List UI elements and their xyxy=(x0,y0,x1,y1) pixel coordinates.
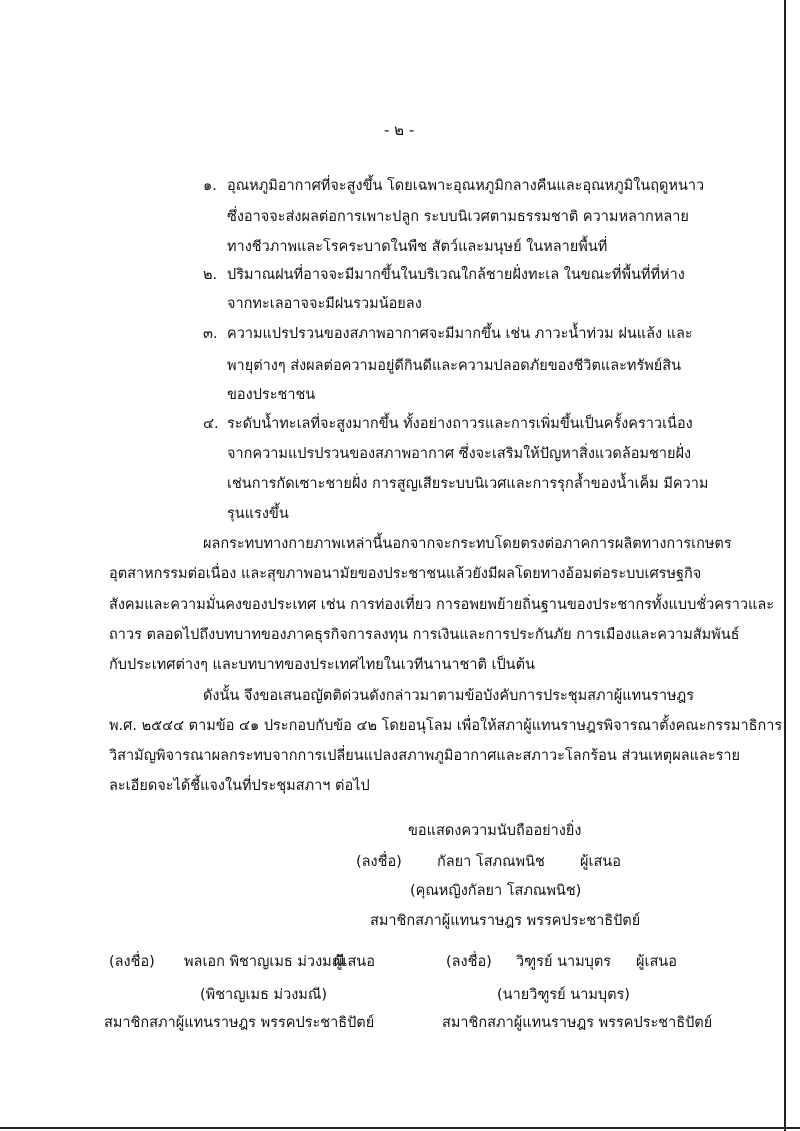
list-text: ความแปรปรวนของสภาพอากาศจะมีมากขึ้น เช่น ภาวะน้ำท่วม ฝนแล้ง และ xyxy=(227,326,693,342)
paragraph-line: กับประเทศต่างๆ และบทบาทของประเทศไทยในเวทีนานาชาติ เป็นต้น xyxy=(109,657,535,673)
list-item-1 xyxy=(203,176,704,196)
paragraph-line: ถาวร ตลอดไปถึงบทบาทของภาคธุรกิจการลงทุน การเงินและการประกันภัย การเมืองและความสัมพันธ์ xyxy=(109,627,740,643)
page-number: - ๒ - xyxy=(384,121,415,139)
paragraph-line: ผลกระทบทางกายภาพเหล่านี้นอกจากจะกระทบโดยตรงต่อภาคการผลิตทางการเกษตร xyxy=(203,536,732,552)
signer-full-name: (นายวิฑูรย์ นามบุตร) xyxy=(497,987,630,1003)
list-item-3 xyxy=(203,324,693,344)
list-number: ๒. xyxy=(203,267,218,283)
signer-role: ผู้เสนอ xyxy=(334,954,375,970)
list-text: เช่นการกัดเซาะชายฝั่ง การสูญเสียระบบนิเวศและการรุกล้ำของน้ำเค็ม มีความ xyxy=(227,476,709,492)
paragraph-line: ละเอียดจะได้ชี้แจงในที่ประชุมสภาฯ ต่อไป xyxy=(109,778,370,794)
signature-label: (ลงชื่อ) xyxy=(356,854,402,870)
list-text: รุนแรงขึ้น xyxy=(227,506,289,522)
list-item-2 xyxy=(203,265,685,285)
paragraph-line: วิสามัญพิจารณาผลกระทบจากการเปลี่ยนแปลงสภาพภูมิอากาศและสภาวะโลกร้อน ส่วนเหตุผลและราย xyxy=(109,748,741,764)
list-text: ซึ่งอาจจะส่งผลต่อการเพาะปลูก ระบบนิเวศตามธรรมชาติ ความหลากหลาย xyxy=(227,209,689,225)
page-edge-bottom xyxy=(0,1127,800,1129)
list-number: ๔. xyxy=(203,416,219,432)
signature-name: พลเอก พิชาญเมธ ม่วงมณี xyxy=(184,954,346,970)
list-text: ทางชีวภาพและโรคระบาดในพืช สัตว์และมนุษย์ ในหลายพื้นที่ xyxy=(227,239,608,255)
page-edge-right xyxy=(784,0,786,1131)
signer-full-name: (พิชาญเมธ ม่วงมณี) xyxy=(200,987,327,1003)
paragraph-line: อุตสาหกรรมต่อเนื่อง และสุขภาพอนามัยของประชาชนแล้วยังมีผลโดยทางอ้อมต่อระบบเศรษฐกิจ xyxy=(109,566,702,582)
paragraph-line: พ.ศ. ๒๕๔๔ ตามข้อ ๔๑ ประกอบกับข้อ ๔๒ โดยอนุโลม เพื่อให้สภาผู้แทนราษฎรพิจารณาตั้งคณะกรรมาธิการ xyxy=(109,718,783,734)
list-text: ระดับน้ำทะเลที่จะสูงมากขึ้น ทั้งอย่างถาวรและการเพิ่มขึ้นเป็นครั้งคราวเนื่อง xyxy=(227,416,693,432)
signer-position: สมาชิกสภาผู้แทนราษฎร พรรคประชาธิปัตย์ xyxy=(442,1015,713,1031)
list-text: จากความแปรปรวนของสภาพอากาศ ซึ่งจะเสริมให้ปัญหาสิ่งแวดล้อมชายฝั่ง xyxy=(227,446,692,462)
signature-name: วิฑูรย์ นามบุตร xyxy=(516,954,612,970)
signer-role: ผู้เสนอ xyxy=(580,854,621,870)
list-text: อุณหภูมิอากาศที่จะสูงขึ้น โดยเฉพาะอุณหภูมิกลางคืนและอุณหภูมิในฤดูหนาว xyxy=(227,178,705,194)
list-text: พายุต่างๆ ส่งผลต่อความอยู่ดีกินดีและความปลอดภัยของชีวิตและทรัพย์สิน xyxy=(227,358,682,374)
closing: ขอแสดงความนับถืออย่างยิ่ง xyxy=(408,823,582,839)
signer-position: สมาชิกสภาผู้แทนราษฎร พรรคประชาธิปัตย์ xyxy=(370,913,641,929)
paragraph-line: ดังนั้น จึงขอเสนอญัตติด่วนดังกล่าวมาตามข้อบังคับการประชุมสภาผู้แทนราษฎร xyxy=(203,688,695,704)
list-item-4 xyxy=(203,414,693,434)
list-number: ๑. xyxy=(203,178,217,194)
signer-position: สมาชิกสภาผู้แทนราษฎร พรรคประชาธิปัตย์ xyxy=(104,1015,375,1031)
list-text: ของประชาชน xyxy=(227,387,316,403)
signature-name: กัลยา โสภณพนิช xyxy=(437,854,545,870)
paragraph-line: สังคมและความมั่นคงของประเทศ เช่น การท่องเที่ยว การอพยพย้ายถิ่นฐานของประชากรทั้งแบบชั่วคราวและ xyxy=(109,597,775,613)
signer-full-name: (คุณหญิงกัลยา โสภณพนิช) xyxy=(410,883,582,899)
list-number: ๓. xyxy=(203,326,218,342)
signer-role: ผู้เสนอ xyxy=(636,954,677,970)
list-text: ปริมาณฝนที่อาจจะมีมากขึ้นในบริเวณใกล้ชายฝั่งทะเล ในขณะที่พื้นที่ที่ห่าง xyxy=(227,267,685,283)
signature-label: (ลงชื่อ) xyxy=(446,954,492,970)
list-text: จากทะเลอาจจะมีฝนรวมน้อยลง xyxy=(227,296,422,312)
signature-label: (ลงชื่อ) xyxy=(109,954,155,970)
